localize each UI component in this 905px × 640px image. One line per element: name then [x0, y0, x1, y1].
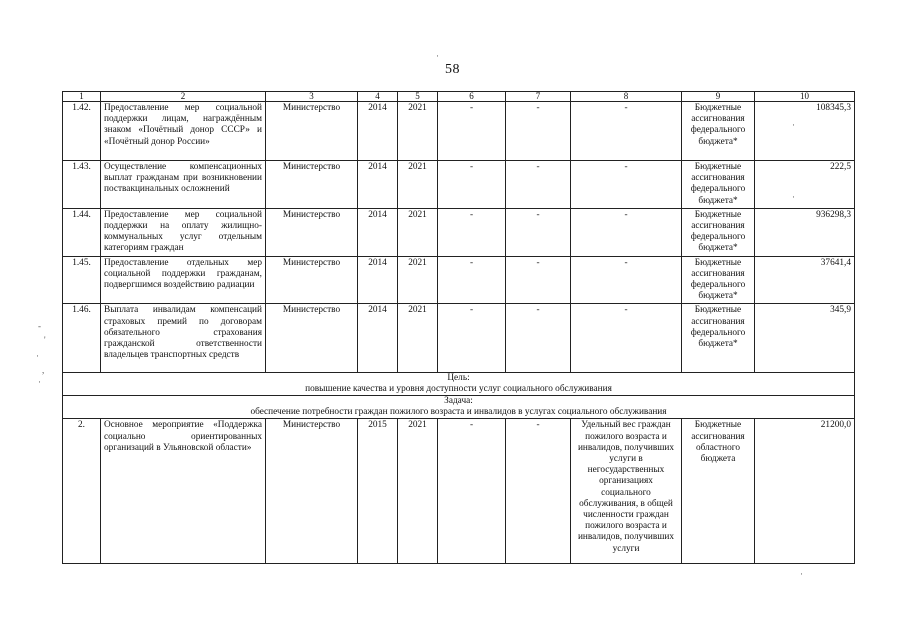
executor: Министерство [266, 102, 358, 161]
header-cell: 2 [101, 92, 266, 102]
funding-source: Бюджетные ассигнования федерального бюджета* [682, 256, 755, 304]
end-year: 2021 [398, 419, 438, 564]
activity-name: Выплата инвалидам компенсаций страховых премий по договорам обязательного страхования гражданской ответственности владельцев транспортных средств [101, 304, 266, 373]
col7-value: - [506, 102, 571, 161]
funding-source: Бюджетные ассигнования федерального бюджета* [682, 161, 755, 209]
col6-value: - [438, 256, 506, 304]
column-number-header [63, 92, 855, 102]
funding-source: Бюджетные ассигнования областного бюджета [682, 419, 755, 564]
executor: Министерство [266, 304, 358, 373]
col8-value: - [571, 161, 682, 209]
target-indicator: Удельный вес граждан пожилого возраста и инвалидов, получивших услуги в негосударственных организациях социального обслуживания, в общей численности граждан пожилого возраста и инвалидов, получивших услуги [571, 419, 682, 564]
table-row-main-activity [63, 419, 855, 564]
row-number: 1.43. [63, 161, 101, 209]
start-year: 2014 [358, 161, 398, 209]
end-year: 2021 [398, 208, 438, 256]
goal-text: повышение качества и уровня доступности услуг социального обслуживания [305, 384, 612, 395]
table-row [63, 256, 855, 304]
row-number: 1.45. [63, 256, 101, 304]
executor: Министерство [266, 256, 358, 304]
executor: Министерство [266, 419, 358, 564]
task-cell [63, 396, 855, 419]
start-year: 2014 [358, 304, 398, 373]
end-year: 2021 [398, 304, 438, 373]
activity-name: Предоставление мер социальной поддержки лицам, награждённым знаком «Почётный донор СССР» и «Почётный донор России» [101, 102, 266, 161]
end-year: 2021 [398, 161, 438, 209]
header-cell: 4 [358, 92, 398, 102]
row-number: 1.42. [63, 102, 101, 161]
col7-value: - [506, 208, 571, 256]
header-cell: 7 [506, 92, 571, 102]
col6-value: - [438, 102, 506, 161]
start-year: 2014 [358, 208, 398, 256]
start-year: 2014 [358, 102, 398, 161]
funding-amount: 21200,0 [755, 419, 855, 564]
header-cell: 9 [682, 92, 755, 102]
col6-value: - [438, 161, 506, 209]
executor: Министерство [266, 208, 358, 256]
funding-source: Бюджетные ассигнования федерального бюджета* [682, 304, 755, 373]
activity-name: Предоставление мер социальной поддержки на оплату жилищно-коммунальных услуг отдельным категориям граждан [101, 208, 266, 256]
col6-value: - [438, 208, 506, 256]
row-number: 1.46. [63, 304, 101, 373]
end-year: 2021 [398, 102, 438, 161]
header-cell: 6 [438, 92, 506, 102]
start-year: 2014 [358, 256, 398, 304]
header-cell: 1 [63, 92, 101, 102]
executor: Министерство [266, 161, 358, 209]
goal-cell [63, 373, 855, 396]
col8-value: - [571, 304, 682, 373]
funding-source: Бюджетные ассигнования федерального бюджета* [682, 208, 755, 256]
header-cell: 8 [571, 92, 682, 102]
col7-value: - [506, 256, 571, 304]
activity-name: Основное мероприятие «Поддержка социально ориентированных организаций в Ульяновской области» [101, 419, 266, 564]
table-row [63, 208, 855, 256]
header-cell: 10 [755, 92, 855, 102]
col8-value: - [571, 208, 682, 256]
col7-value: - [506, 419, 571, 564]
header-cell: 3 [266, 92, 358, 102]
page-number: 58 [445, 62, 460, 77]
task-text: обеспечение потребности граждан пожилого возраста и инвалидов в услугах социального обслуживания [250, 407, 667, 418]
activity-name: Предоставление отдельных мер социальной поддержки гражданам, подвергшимся воздействию радиации [101, 256, 266, 304]
task-label: Задача: [444, 396, 473, 407]
funding-amount: 108345,3 [755, 102, 855, 161]
col7-value: - [506, 304, 571, 373]
task-row [63, 396, 855, 419]
funding-amount: 222,5 [755, 161, 855, 209]
row-number: 2. [63, 419, 101, 564]
start-year: 2015 [358, 419, 398, 564]
row-number: 1.44. [63, 208, 101, 256]
activity-name: Осуществление компенсационных выплат гражданам при возникновении поствакцинальных осложнений [101, 161, 266, 209]
program-activities-table [62, 91, 855, 564]
table-row [63, 304, 855, 373]
table-row [63, 102, 855, 161]
funding-source: Бюджетные ассигнования федерального бюджета* [682, 102, 755, 161]
col6-value: - [438, 419, 506, 564]
goal-row [63, 373, 855, 396]
col8-value: - [571, 256, 682, 304]
header-cell: 5 [398, 92, 438, 102]
goal-label: Цель: [447, 373, 470, 384]
col8-value: - [571, 102, 682, 161]
funding-amount: 345,9 [755, 304, 855, 373]
funding-amount: 37641,4 [755, 256, 855, 304]
col7-value: - [506, 161, 571, 209]
col6-value: - [438, 304, 506, 373]
table-row [63, 161, 855, 209]
funding-amount: 936298,3 [755, 208, 855, 256]
end-year: 2021 [398, 256, 438, 304]
